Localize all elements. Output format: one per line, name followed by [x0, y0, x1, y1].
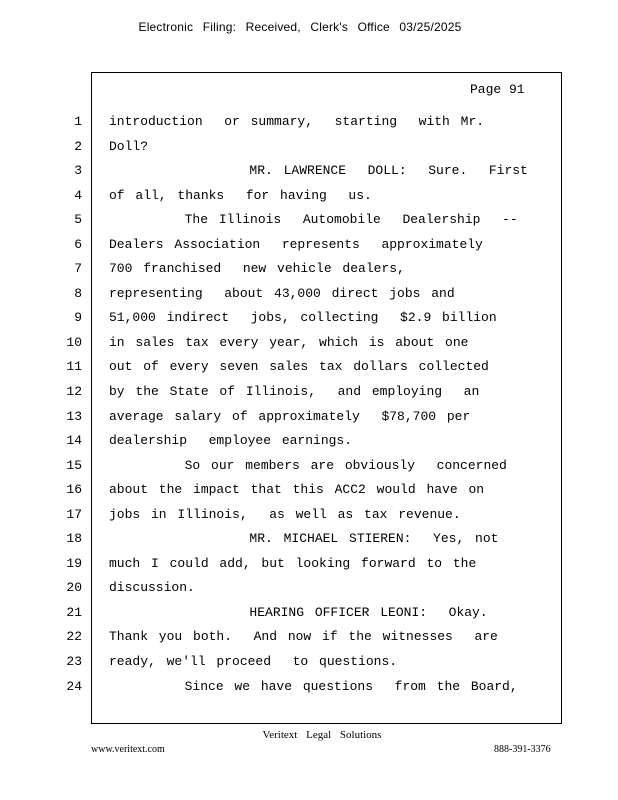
- filing-stamp: Electronic Filing: Received, Clerk's Office 03/25/2025: [138, 20, 462, 34]
- line-number: 12: [66, 384, 82, 400]
- footer-company: Veritext Legal Solutions: [262, 729, 382, 741]
- transcript-line: representing about 43,000 direct jobs and: [109, 285, 455, 301]
- line-number: 15: [66, 457, 82, 473]
- line-number: 22: [66, 629, 82, 645]
- transcript-line: ready, we'll proceed to questions.: [109, 654, 398, 670]
- line-number: 9: [74, 310, 82, 326]
- line-number: 18: [66, 531, 82, 547]
- transcript-line: discussion.: [109, 580, 195, 596]
- line-number: 23: [66, 654, 82, 670]
- transcript-line: dealership employee earnings.: [109, 433, 353, 449]
- line-number: 19: [66, 555, 82, 571]
- page-number: Page 91: [470, 82, 525, 97]
- line-number: 16: [66, 482, 82, 498]
- line-number: 13: [66, 408, 82, 424]
- footer-website: www.veritext.com: [91, 744, 165, 755]
- line-number: 2: [74, 138, 82, 154]
- transcript-line: 51,000 indirect jobs, collecting $2.9 billion: [109, 310, 497, 326]
- transcript-line: introduction or summary, starting with Mr.: [109, 114, 485, 129]
- transcript-line: average salary of approximately $78,700 per: [109, 408, 471, 424]
- line-number-column: [60, 112, 82, 701]
- transcript-line: in sales tax every year, which is about one: [109, 334, 469, 350]
- line-number: 8: [74, 285, 82, 301]
- transcript-line: So our members are obviously concerned: [109, 457, 507, 473]
- line-number: 7: [74, 261, 82, 277]
- line-number: 5: [74, 212, 82, 228]
- transcript-line: Since we have questions from the Board,: [109, 678, 518, 694]
- line-number: 21: [66, 604, 82, 620]
- line-number: 24: [66, 678, 82, 694]
- line-number: 3: [74, 163, 82, 179]
- line-number: 10: [66, 334, 82, 350]
- line-number: 17: [66, 506, 82, 522]
- footer-phone: 888-391-3376: [494, 744, 551, 755]
- line-number: 1: [74, 114, 82, 129]
- transcript-line: by the State of Illinois, and employing an: [109, 384, 480, 400]
- transcript-line: of all, thanks for having us.: [109, 187, 372, 203]
- transcript-line: much I could add, but looking forward to the: [109, 555, 477, 571]
- transcript-line: out of every seven sales tax dollars collected: [109, 359, 489, 375]
- line-number: 6: [74, 236, 82, 252]
- transcript-line: 700 franchised new vehicle dealers,: [109, 261, 405, 277]
- line-number: 4: [74, 187, 82, 203]
- line-number: 14: [66, 433, 82, 449]
- line-number: 20: [66, 580, 82, 596]
- transcript-line: HEARING OFFICER LEONI: Okay.: [109, 604, 488, 620]
- transcript-line: Thank you both. And now if the witnesses are: [109, 629, 498, 645]
- transcript-line: jobs in Illinois, as well as tax revenue.: [109, 506, 461, 522]
- transcript-line: Dealers Association represents approximately: [109, 236, 483, 252]
- transcript-line: MR. LAWRENCE DOLL: Sure. First: [109, 163, 528, 179]
- transcript-line: about the impact that this ACC2 would have on: [109, 482, 485, 498]
- transcript-line: Doll?: [109, 138, 149, 154]
- transcript-body: [109, 112, 529, 701]
- line-number: 11: [66, 359, 82, 375]
- transcript-line: The Illinois Automobile Dealership --: [109, 212, 518, 228]
- transcript-line: MR. MICHAEL STIEREN: Yes, not: [109, 531, 499, 547]
